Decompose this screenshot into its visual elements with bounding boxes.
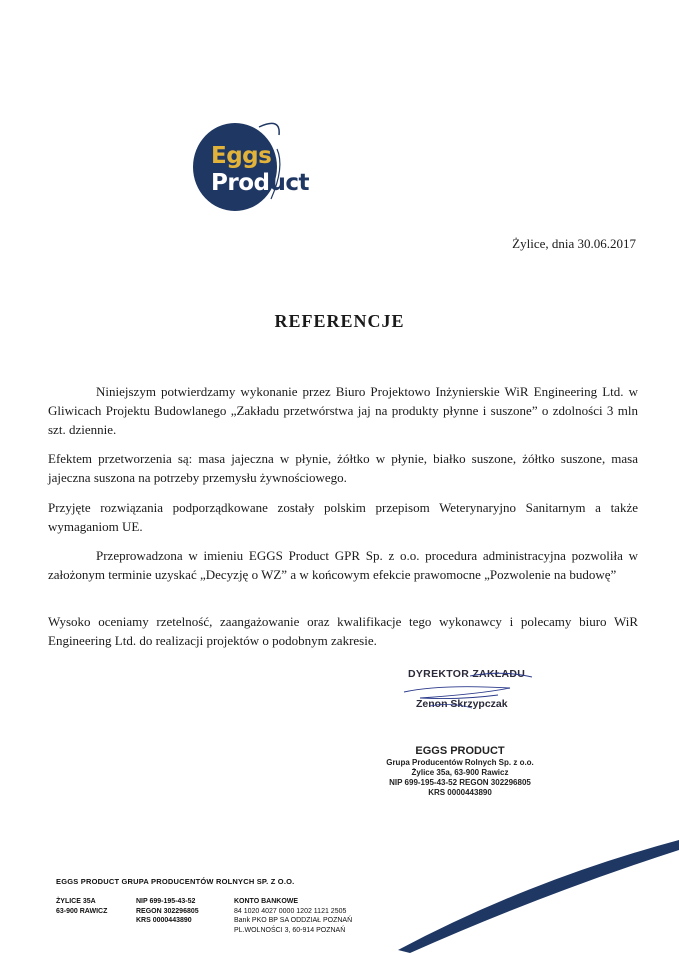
footer-address-line: ŻYLICE 35A	[56, 898, 96, 905]
logo-text-prod: Prod	[211, 170, 270, 196]
paragraph-5: Wysoko oceniamy rzetelność, zaangażowanie oraz kwalifikacje tego wykonawcy i polecamy biuro WiR Engineering Ltd. do realizacji projektów o podobnym zakresie.	[48, 614, 638, 648]
logo-text-uct: uct	[269, 170, 309, 196]
logo-text-eggs: Eggs	[211, 143, 272, 169]
footer-bank	[234, 897, 352, 935]
footer-bank-name: Bank PKO BP SA ODDZIAŁ POZNAŃ	[234, 917, 353, 924]
footer-bank-address: PL.WOLNOŚCI 3, 60-914 POZNAŃ	[234, 926, 346, 934]
eggs-product-logo	[193, 117, 308, 215]
footer-nip: NIP 699-195-43-52	[136, 898, 196, 905]
paragraph-3: Przyjęte rozwiązania podporządkowane zostały polskim przepisom Weterynaryjno Sanitarnym a także wymaganiom UE.	[48, 500, 638, 534]
stamp-line: NIP 699-195-43-52 REGON 302296805	[389, 778, 531, 787]
signature-name: Zenon Skrzypczak	[416, 698, 508, 710]
paragraph-4: Przeprowadzona w imieniu EGGS Product GPR Sp. z o.o. procedura administracyjna pozwoliła w założonym terminie uzyskać „Decyzję o WZ” a w końcowym efekcie prawomocne „Pozwolenie na budowę”	[48, 548, 638, 582]
stamp-line: Żylice 35a, 63-900 Rawicz	[411, 768, 509, 777]
paragraph-1: Niniejszym potwierdzamy wykonanie przez Biuro Projektowo Inżynierskie WiR Engineering Ltd. w Gliwicach Projektu Budowlanego „Zakładu przetwórstwa jaj na produkty płynne i suszone” o zdolności 3 mln szt. dziennie.	[48, 384, 638, 437]
logo-text-product	[211, 172, 309, 195]
stamp-line: Grupa Producentów Rolnych Sp. z o.o.	[386, 758, 534, 767]
paragraph-2: Efektem przetworzenia są: masa jajeczna w płynie, żółtko w płynie, białko suszone, żółtko suszone, masa jajeczna suszona na potrzeby przemysłu żywnościowego.	[48, 451, 638, 485]
footer-bank-account: 84 1020 4027 0000 1202 1121 2505	[234, 907, 347, 915]
footer-company-name: EGGS PRODUCT GRUPA PRODUCENTÓW ROLNYCH SP. Z O.O.	[56, 877, 295, 886]
footer-address	[56, 897, 107, 916]
handwritten-signature-icon	[400, 668, 540, 718]
company-stamp	[370, 745, 550, 798]
letter-date: Żylice, dnia 30.06.2017	[512, 236, 636, 251]
stamp-company-name: EGGS PRODUCT	[415, 745, 505, 757]
footer-krs: KRS 0000443890	[136, 917, 192, 924]
letter-title: REFERENCJE	[274, 311, 405, 331]
signature-title: DYREKTOR ZAKŁADU	[408, 668, 526, 680]
stamp-line: KRS 0000443890	[428, 788, 492, 797]
footer-address-line: 63-900 RAWICZ	[56, 907, 108, 915]
footer-swoosh-icon	[380, 840, 679, 953]
footer-bank-title: KONTO BANKOWE	[234, 898, 299, 905]
footer-registration	[136, 897, 199, 926]
footer-regon: REGON 302296805	[136, 907, 199, 915]
